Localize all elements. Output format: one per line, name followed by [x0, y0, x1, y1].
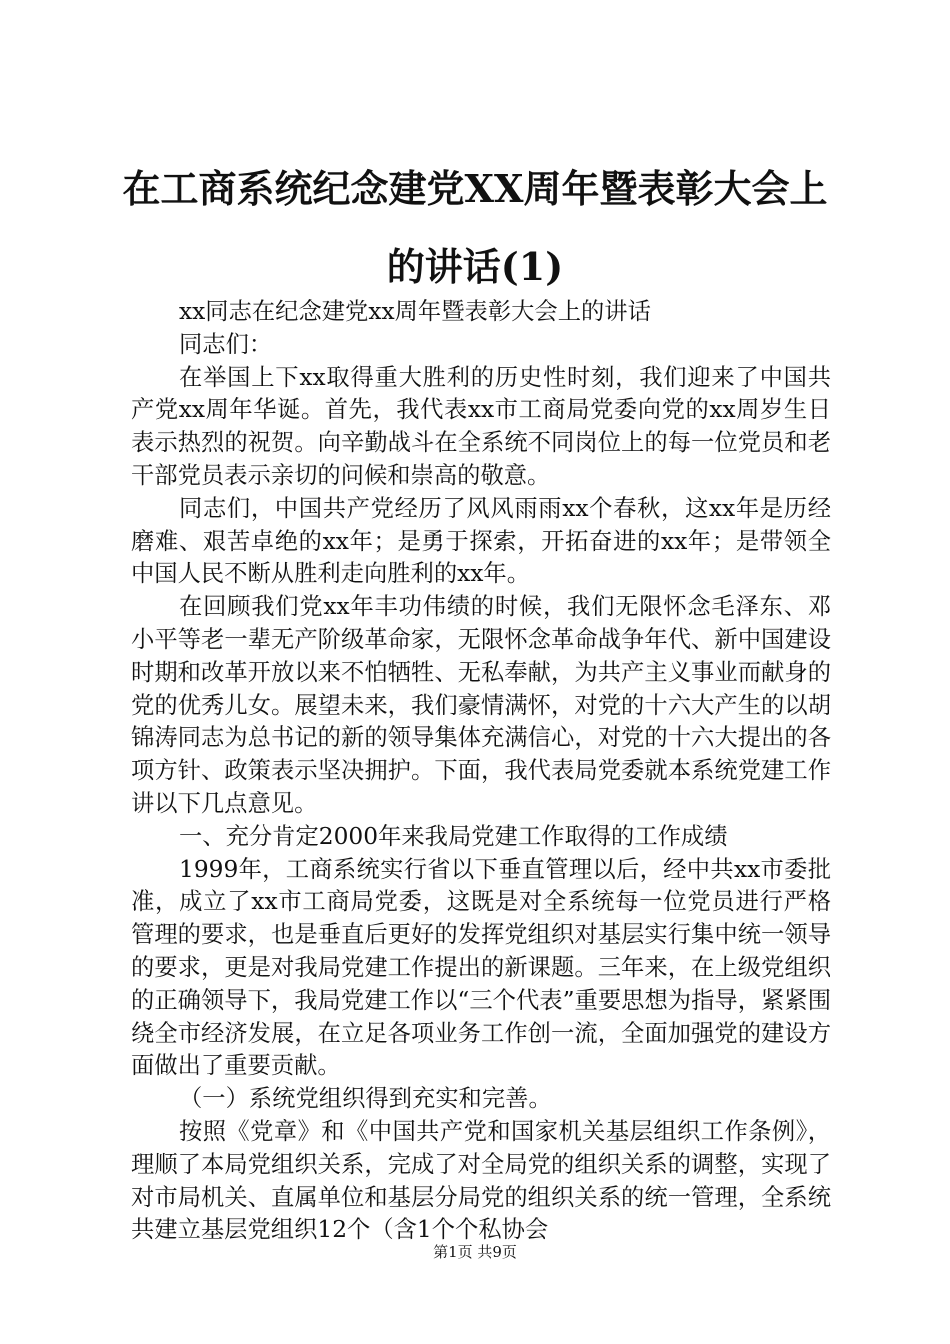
paragraph: 在举国上下xx取得重大胜利的历史性时刻，我们迎来了中国共产党xx周年华诞。首先，我代表xx市工商局党委向党的xx周岁生日表示热烈的祝贺。向辛勤战斗在全系统不同岗位上的每一位党员和老干部党员表示亲切的问候和崇高的敬意。 [131, 363, 831, 489]
paragraph-subtitle: xx同志在纪念建党xx周年暨表彰大会上的讲话 [179, 298, 651, 325]
paragraph-salutation: 同志们： [179, 330, 273, 358]
paragraph: 在回顾我们党xx年丰功伟绩的时候，我们无限怀念毛泽东、邓小平等老一辈无产阶级革命家，无限怀念革命战争年代、新中国建设时期和改革开放以来不怕牺牲、无私奉献，为共产主义事业而献身的党的优秀儿女。展望未来，我们豪情满怀，对党的十六大产生的以胡锦涛同志为总书记的新的领导集体充满信心，对党的十六大提出的各项方针、政策表示坚决拥护。下面，我代表局党委就本系统党建工作讲以下几点意见。 [131, 593, 831, 817]
section-heading: 一、充分肯定2000年来我局党建工作取得的工作成绩 [179, 822, 728, 850]
paragraph: 按照《党章》和《中国共产党和国家机关基层组织工作条例》，理顺了本局党组织关系，完成了对全局党的组织关系的调整，实现了对市局机关、直属单位和基层分局党的组织关系的统一管理，全系统共建立基层党组织12个（含1个个私协会 [131, 1117, 831, 1244]
paragraph: 1999年，工商系统实行省以下垂直管理以后，经中共xx市委批准，成立了xx市工商局党委，这既是对全系统每一位党员进行严格管理的要求，也是垂直后更好的发挥党组织对基层实行集中统一领导的要求，更是对我局党建工作提出的新课题。三年来，在上级党组织的正确领导下，我局党建工作以“三个代表”重要思想为指导，紧紧围绕全市经济发展，在立足各项业务工作创一流，全面加强党的建设方面做出了重要贡献。 [131, 855, 831, 1080]
document-title: 在工商系统纪念建党XX周年暨表彰大会上的讲话(1) [122, 166, 828, 289]
paragraph: 同志们，中国共产党经历了风风雨雨xx个春秋，这xx年是历经磨难、艰苦卓绝的xx年；是勇于探索，开拓奋进的xx年；是带领全中国人民不断从胜利走向胜利的xx年。 [131, 494, 831, 588]
document-body [131, 296, 831, 1247]
page-footer: 第1页 共9页 [433, 1243, 517, 1261]
subsection-heading: （一）系统党组织得到充实和完善。 [179, 1085, 552, 1113]
